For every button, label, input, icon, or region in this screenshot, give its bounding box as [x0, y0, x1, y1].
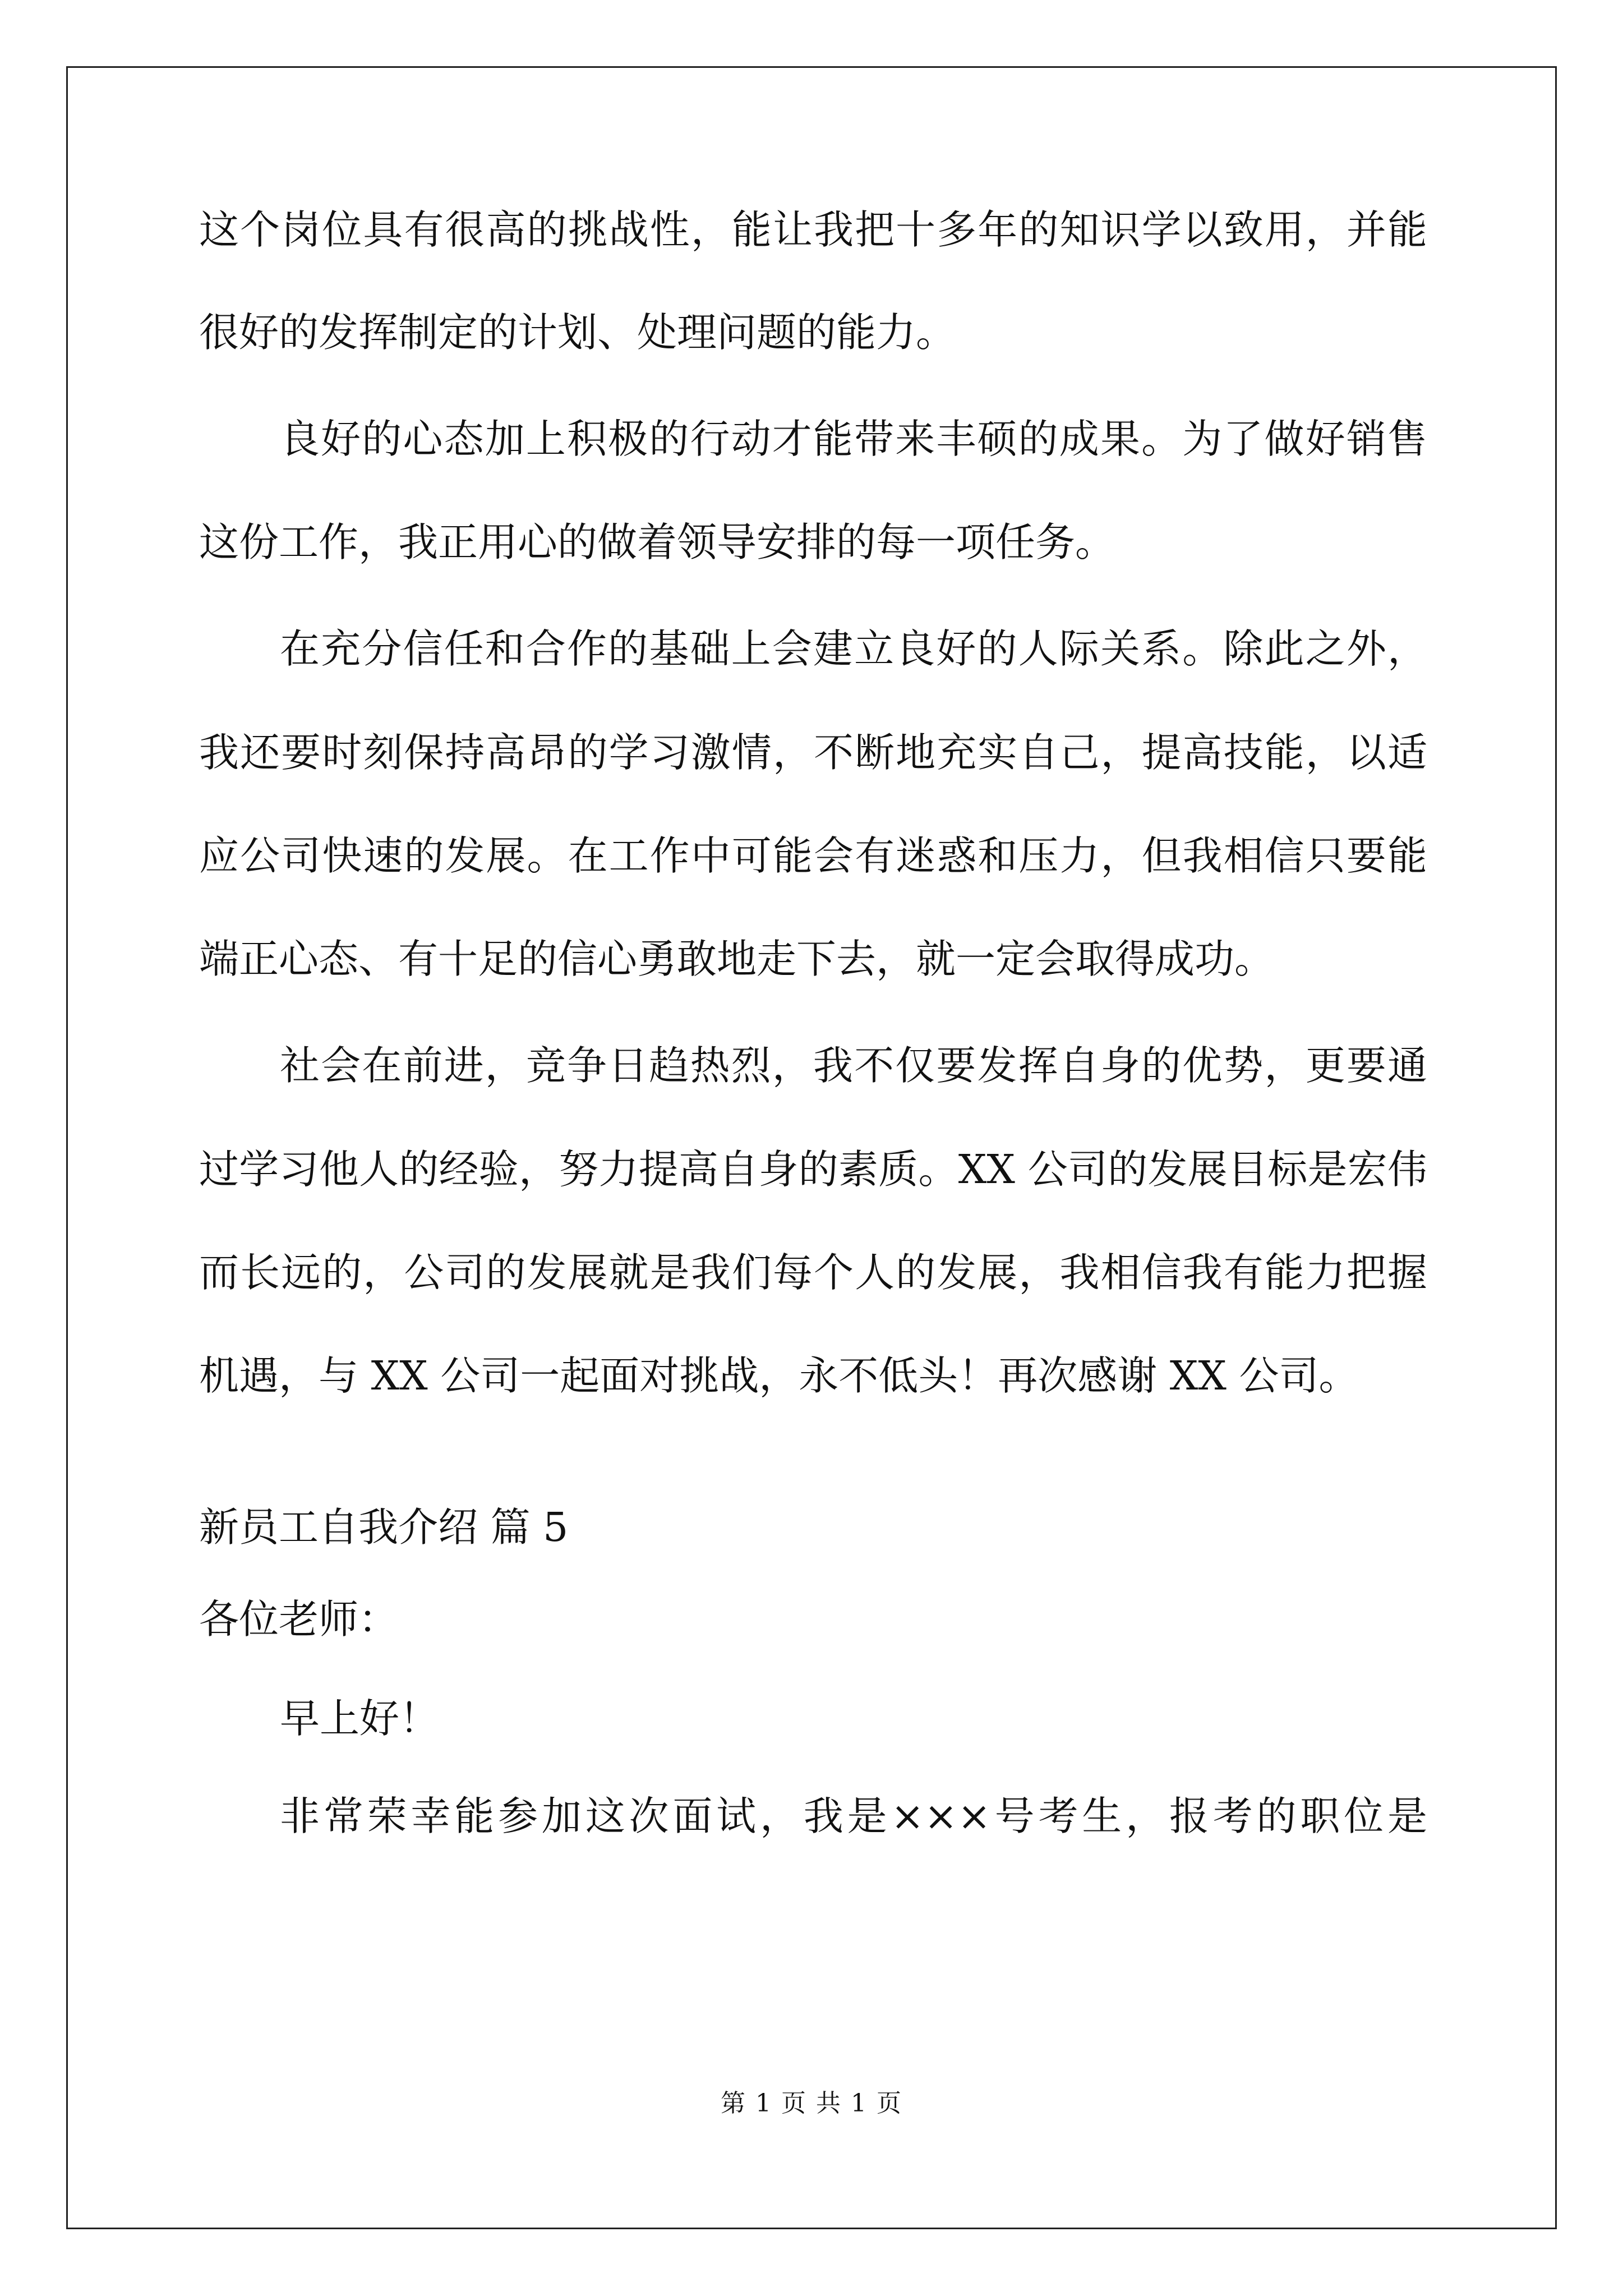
- greeting: 早上好！: [280, 1695, 440, 1742]
- paragraph-line: 这个岗位具有很高的挑战性，能让我把十多年的知识学以致用，并能: [199, 206, 1427, 253]
- paragraph-line: 机遇，与 XX 公司一起面对挑战，永不低头！再次感谢 XX 公司。: [199, 1352, 1359, 1399]
- section-heading: 新员工自我介绍 篇 5: [199, 1504, 569, 1550]
- paragraph-line: 我还要时刻保持高昂的学习激情，不断地充实自己，提高技能，以适: [199, 729, 1427, 776]
- paragraph-line: 很好的发挥制定的计划、处理问题的能力。: [199, 309, 956, 356]
- paragraph-line: 良好的心态加上积极的行动才能带来丰硕的成果。为了做好销售: [280, 416, 1427, 462]
- paragraph-line: 而长远的，公司的发展就是我们每个人的发展，我相信我有能力把握: [199, 1249, 1427, 1296]
- salutation: 各位老师：: [199, 1596, 399, 1642]
- paragraph-line: 端正心态、有十足的信心勇敢地走下去，就一定会取得成功。: [199, 936, 1275, 982]
- paragraph-line: 过学习他人的经验，努力提高自身的素质。XX 公司的发展目标是宏伟: [199, 1146, 1427, 1193]
- paragraph-line: 这份工作，我正用心的做着领导安排的每一项任务。: [199, 519, 1115, 565]
- page-number-footer: 第 1 页 共 1 页: [721, 2089, 902, 2118]
- paragraph-line: 非常荣幸能参加这次面试，我是×××号考生，报考的职位是: [280, 1793, 1427, 1839]
- paragraph-line: 应公司快速的发展。在工作中可能会有迷惑和压力，但我相信只要能: [199, 832, 1427, 879]
- paragraph-line: 在充分信任和合作的基础上会建立良好的人际关系。除此之外，: [280, 625, 1427, 672]
- paragraph-line: 社会在前进，竞争日趋热烈，我不仅要发挥自身的优势，更要通: [280, 1042, 1427, 1089]
